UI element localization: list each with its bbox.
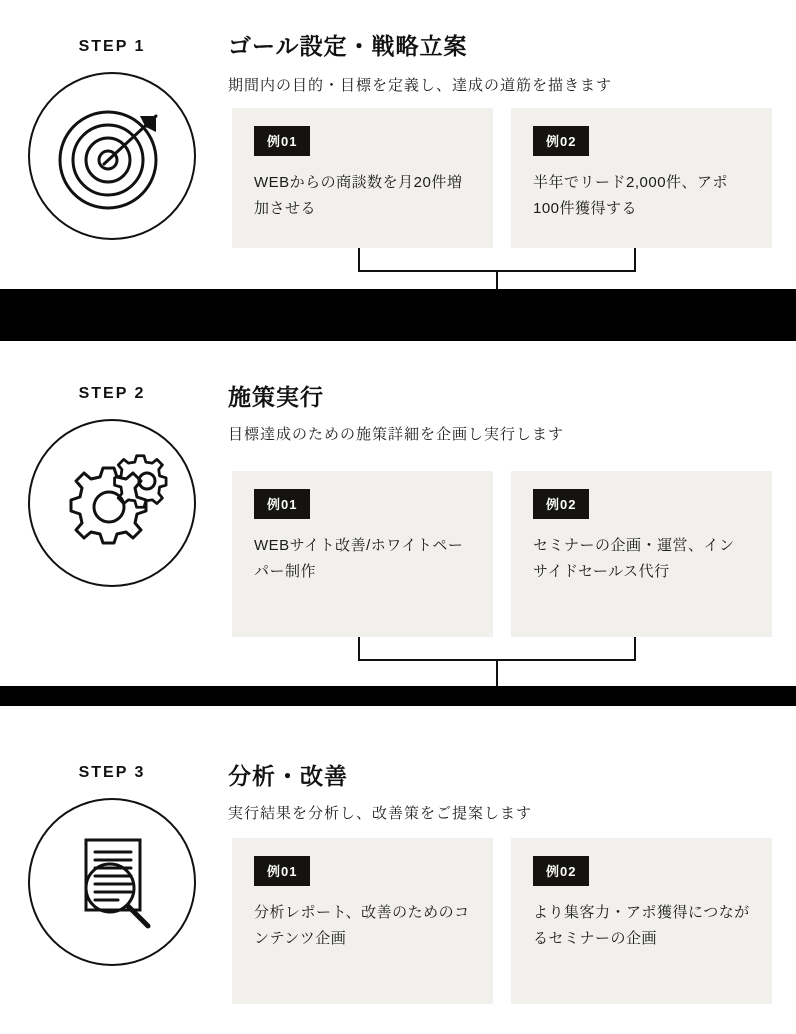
step-2-label: STEP 2	[78, 385, 146, 402]
step-2-connector-left-vertical	[358, 637, 360, 661]
step-3-example-2-badge: 例02	[533, 856, 589, 886]
step-2-example-card-1	[232, 471, 493, 637]
step-3-right-column	[224, 706, 796, 1034]
step-3-title: 分析・改善	[228, 763, 348, 789]
step-3-label: STEP 3	[78, 764, 146, 781]
step-1-example-2-badge: 例02	[533, 126, 589, 156]
step-2-example-1-badge: 例01	[254, 489, 310, 519]
target-dart-icon	[28, 72, 196, 240]
step-2-example-2-badge: 例02	[533, 489, 589, 519]
step-1-label: STEP 1	[78, 38, 146, 55]
step-2-example-card-2	[511, 471, 772, 637]
step-1-connector-center-vertical	[496, 270, 498, 290]
step-3-example-2-text: より集客力・アポ獲得につながるセミナーの企画	[533, 904, 750, 948]
step-3-left-column	[0, 706, 224, 1034]
step-1-examples	[232, 108, 772, 248]
step-3-example-card-2	[511, 838, 772, 1004]
step-1-connector-left-vertical	[358, 248, 360, 272]
step-block-1	[0, 0, 796, 289]
step-1-example-card-2	[511, 108, 772, 248]
step-1-title: ゴール設定・戦略立案	[228, 33, 468, 59]
step-1-right-column	[224, 0, 796, 289]
step-2-left-column	[0, 341, 224, 686]
divider-bar-2	[0, 686, 796, 706]
step-3-examples	[232, 838, 772, 1004]
step-2-description: 目標達成のための施策詳細を企画し実行します	[228, 426, 565, 443]
gears-icon	[28, 419, 196, 587]
step-2-title: 施策実行	[228, 384, 324, 410]
step-2-example-2-text: セミナーの企画・運営、インサイドセールス代行	[533, 537, 735, 581]
step-2-example-1-text: WEBサイト改善/ホワイトペーパー制作	[254, 537, 464, 581]
step-1-example-card-1	[232, 108, 493, 248]
step-2-examples	[232, 471, 772, 637]
step-1-left-column	[0, 0, 224, 289]
step-2-right-column	[224, 341, 796, 686]
step-1-connector-right-vertical	[634, 248, 636, 272]
step-3-example-1-badge: 例01	[254, 856, 310, 886]
step-3-example-card-1	[232, 838, 493, 1004]
step-2-connector-right-vertical	[634, 637, 636, 661]
step-3-example-1-text: 分析レポート、改善のためのコンテンツ企画	[254, 904, 470, 948]
step-3-description: 実行結果を分析し、改善策をご提案します	[228, 805, 533, 822]
step-block-2	[0, 341, 796, 686]
divider-bar-1	[0, 289, 796, 341]
document-magnifier-icon	[28, 798, 196, 966]
step-1-description: 期間内の目的・目標を定義し、達成の道筋を描きます	[228, 77, 613, 94]
step-1-example-1-text: WEBからの商談数を月20件増加させる	[254, 174, 463, 218]
step-2-connector-center-vertical	[496, 659, 498, 687]
step-block-3	[0, 706, 796, 1034]
step-1-example-1-badge: 例01	[254, 126, 310, 156]
step-1-example-2-text: 半年でリード2,000件、アポ100件獲得する	[533, 174, 729, 218]
